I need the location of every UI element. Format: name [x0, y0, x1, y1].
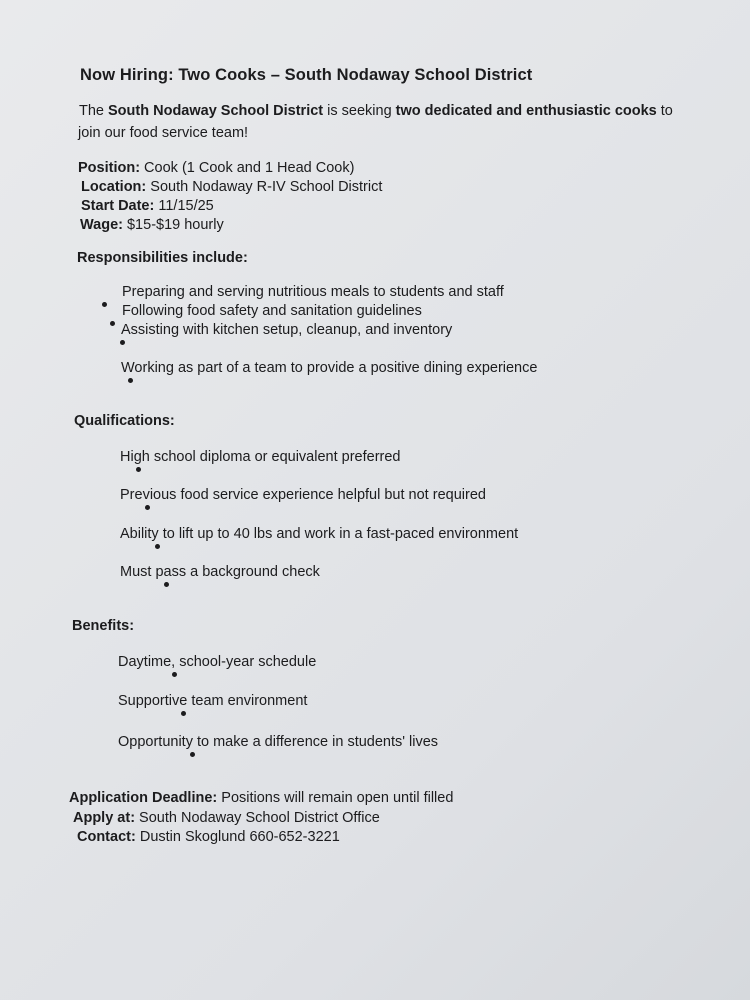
responsibility-item: Assisting with kitchen setup, cleanup, and inventory — [121, 322, 453, 338]
qualification-item: Ability to lift up to 40 lbs and work in a fast-paced environment — [120, 526, 519, 542]
location-line — [81, 177, 382, 198]
position-label: Position: — [78, 160, 141, 176]
intro-line-1 — [79, 101, 673, 122]
qualifications-heading: Qualifications: — [74, 413, 175, 429]
deadline-value: Positions will remain open until filled — [217, 790, 454, 806]
wage-value: $15-$19 hourly — [122, 217, 224, 233]
qualification-item: High school diploma or equivalent preferred — [120, 449, 401, 465]
wage-label: Wage: — [80, 217, 123, 233]
position-value: Cook (1 Cook and 1 Head Cook) — [140, 160, 355, 176]
intro-cooks: two dedicated and enthusiastic cooks — [395, 103, 657, 119]
contact-label: Contact: — [77, 829, 136, 845]
intro-post: to — [656, 103, 673, 119]
location-value: South Nodaway R-IV School District — [146, 179, 383, 195]
intro-mid: is seeking — [323, 103, 396, 119]
start-date-label: Start Date: — [81, 198, 155, 214]
location-label: Location: — [81, 179, 147, 195]
position-line — [78, 158, 354, 179]
qualification-item: Previous food service experience helpful but not required — [120, 487, 486, 503]
deadline-label: Application Deadline: — [69, 790, 218, 806]
wage-line — [80, 215, 224, 236]
apply-line — [73, 808, 380, 829]
page-title: Now Hiring: Two Cooks – South Nodaway School District — [80, 66, 533, 84]
qualification-item: Must pass a background check — [120, 564, 320, 580]
intro-pre: The — [79, 103, 109, 119]
intro-line-2: join our food service team! — [78, 125, 249, 141]
responsibility-item: Preparing and serving nutritious meals to students and staff — [122, 284, 504, 300]
benefit-item: Daytime, school-year schedule — [118, 654, 317, 670]
benefit-item: Opportunity to make a difference in students' lives — [118, 734, 439, 750]
intro-district: South Nodaway School District — [108, 103, 324, 119]
start-date-line — [81, 196, 214, 217]
deadline-line — [69, 788, 453, 809]
apply-value: South Nodaway School District Office — [135, 810, 380, 826]
contact-line — [77, 827, 340, 848]
start-date-value: 11/15/25 — [154, 198, 214, 214]
responsibility-item: Working as part of a team to provide a positive dining experience — [121, 360, 538, 376]
bullet-icon — [102, 302, 107, 307]
benefits-heading: Benefits: — [72, 618, 135, 634]
benefit-item: Supportive team environment — [118, 693, 308, 709]
responsibility-item: Following food safety and sanitation guidelines — [122, 303, 422, 319]
responsibilities-heading: Responsibilities include: — [77, 250, 248, 266]
bullet-icon — [110, 321, 115, 326]
contact-value: Dustin Skoglund 660-652-3221 — [135, 829, 340, 845]
apply-label: Apply at: — [73, 810, 136, 826]
